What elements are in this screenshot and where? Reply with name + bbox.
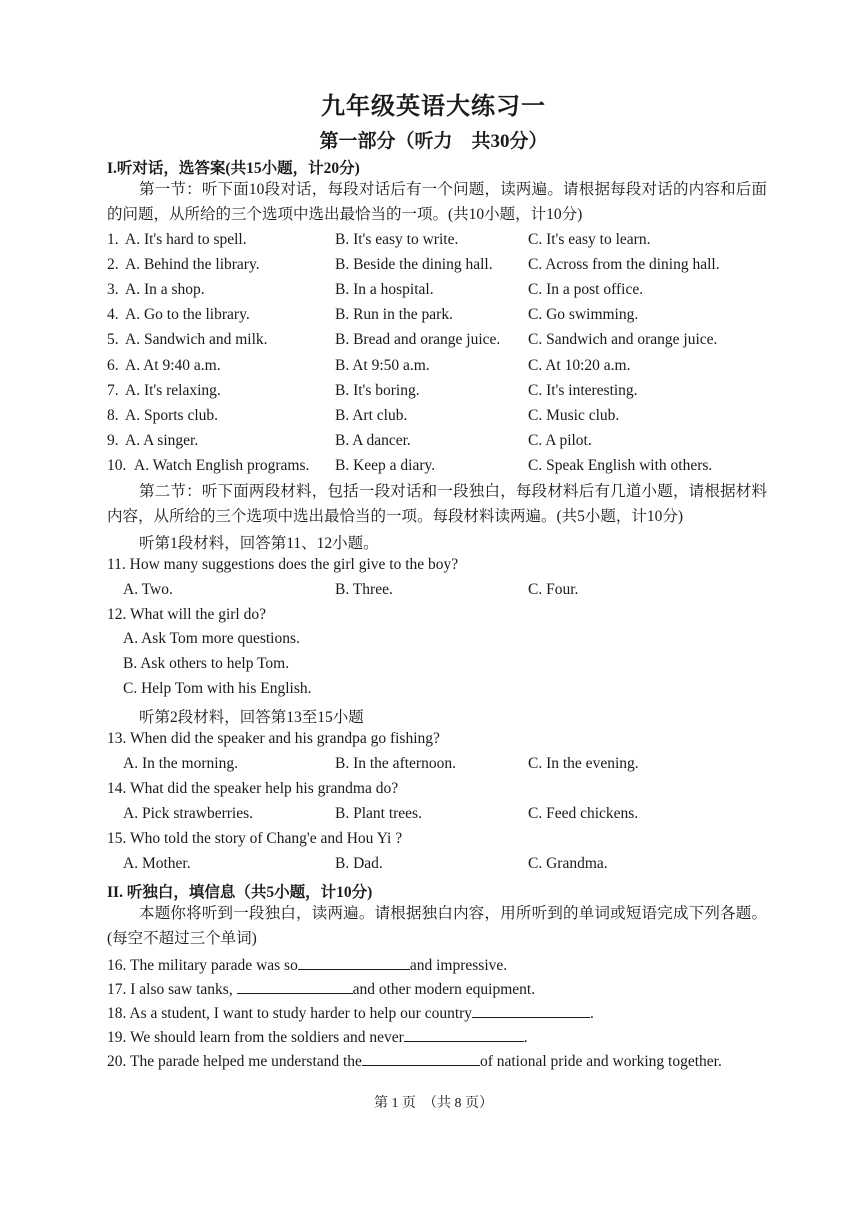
section1-intro: 第一节：听下面10段对话，每段对话后有一个问题，读两遍。请根据每段对话的内容和后面的问题，从所给的三个选项中选出最恰当的一项。(共10小题，计10分): [107, 181, 767, 223]
option-c[interactable]: C. In the evening.: [528, 755, 639, 772]
section1-sub2-intro: 第二节：听下面两段材料，包括一段对话和一段独白，每段材料后有几道小题，请根据材料内容，从所给的三个选项中选出最恰当的一项。每段材料读两遍。(共5小题，计10分): [107, 483, 767, 525]
question-5-option-b[interactable]: B. Bread and orange juice.: [335, 331, 501, 349]
option-c[interactable]: C. Grandma.: [528, 855, 608, 872]
question-12-stem: 12. What will the girl do?: [107, 606, 266, 623]
question-5-option-a[interactable]: A. Sandwich and milk.: [125, 331, 268, 349]
answer-blank[interactable]: [237, 979, 353, 994]
question-8-option-b[interactable]: B. Art club.: [335, 406, 408, 424]
fill-text-before: 20. The parade helped me understand the: [107, 1053, 362, 1070]
question-3-option-a[interactable]: A. In a shop.: [125, 281, 205, 299]
question-3-option-c[interactable]: C. In a post office.: [528, 281, 644, 299]
page-footer: 第 1 页 （共 8 页）: [374, 1096, 493, 1111]
question-row: [107, 331, 767, 353]
fill-text-before: 18. As a student, I want to study harder to help our country: [107, 1005, 473, 1022]
fill-question-19: [107, 1027, 528, 1047]
question-6-option-a[interactable]: A. At 9:40 a.m.: [125, 356, 221, 374]
answer-blank[interactable]: [404, 1027, 524, 1042]
material1-label: 听第1段材料，回答第11、12小题。: [139, 535, 379, 552]
question-3-option-b[interactable]: B. In a hospital.: [335, 281, 434, 299]
question-7-option-a[interactable]: A. It's relaxing.: [125, 381, 221, 399]
question-number: 2.: [107, 256, 119, 274]
material2-label: 听第2段材料，回答第13至15小题: [139, 709, 364, 726]
question-9-option-c[interactable]: C. A pilot.: [528, 431, 592, 449]
question-8-option-a[interactable]: A. Sports club.: [125, 406, 218, 424]
question-13-options: [107, 755, 767, 777]
option-a[interactable]: A. Two.: [123, 581, 173, 598]
question-1-option-c[interactable]: C. It's easy to learn.: [528, 231, 651, 248]
question-12-option-b[interactable]: B. Ask others to help Tom.: [123, 655, 290, 672]
option-a[interactable]: A. Mother.: [123, 855, 191, 872]
option-c[interactable]: C. Four.: [528, 581, 579, 598]
question-row: [107, 281, 767, 303]
question-number: 1.: [107, 231, 119, 248]
question-15-options: [107, 855, 767, 877]
fill-text-before: 17. I also saw tanks,: [107, 981, 233, 998]
section2-title: II. 听独白，填信息（共5小题，计10分): [107, 884, 373, 901]
question-4-option-b[interactable]: B. Run in the park.: [335, 306, 453, 324]
question-2-option-c[interactable]: C. Across from the dining hall.: [528, 256, 720, 274]
question-row: [107, 382, 767, 404]
question-number: 10.: [107, 456, 127, 474]
section1-title: I.听对话，选答案(共15小题，计20分): [107, 160, 360, 177]
part-heading: 第一部分（听力 共30分）: [319, 131, 548, 152]
question-12-option-c[interactable]: C. Help Tom with his English.: [123, 680, 312, 697]
fill-question-20: [107, 1051, 722, 1071]
question-11-options: [107, 581, 767, 603]
question-row: [107, 256, 767, 278]
question-10-option-a[interactable]: A. Watch English programs.: [134, 456, 310, 474]
section2-intro: 本题你将听到一段独白，读两遍。请根据独白内容，用所听到的单词或短语完成下列各题。(每空不超过三个单词): [107, 905, 767, 947]
question-6-option-b[interactable]: B. At 9:50 a.m.: [335, 356, 430, 374]
fill-text-after: and other modern equipment.: [352, 981, 536, 998]
question-4-option-c[interactable]: C. Go swimming.: [528, 306, 639, 324]
option-b[interactable]: B. Plant trees.: [335, 805, 422, 822]
question-2-option-b[interactable]: B. Beside the dining hall.: [335, 256, 493, 274]
fill-question-16: [107, 955, 507, 975]
question-1-option-a[interactable]: A. It's hard to spell.: [125, 231, 247, 248]
question-9-option-b[interactable]: B. A dancer.: [335, 431, 411, 449]
fill-question-18: [107, 1003, 594, 1023]
page-title: 九年级英语大练习一: [321, 94, 546, 120]
question-14-options: [107, 805, 767, 827]
answer-blank[interactable]: [298, 955, 410, 970]
question-number: 6.: [107, 356, 119, 374]
question-15-stem: 15. Who told the story of Chang'e and Hou Yi ?: [107, 830, 403, 847]
question-8-option-c[interactable]: C. Music club.: [528, 406, 620, 424]
fill-text-before: 19. We should learn from the soldiers and never: [107, 1029, 404, 1046]
question-7-option-c[interactable]: C. It's interesting.: [528, 381, 638, 399]
fill-text-after: of national pride and working together.: [479, 1053, 722, 1070]
question-14-stem: 14. What did the speaker help his grandma do?: [107, 780, 399, 797]
question-row: [107, 407, 767, 429]
fill-text-after: .: [523, 1029, 528, 1046]
option-b[interactable]: B. Dad.: [335, 855, 383, 872]
question-6-option-c[interactable]: C. At 10:20 a.m.: [528, 356, 631, 374]
option-a[interactable]: A. In the morning.: [123, 755, 238, 772]
fill-text-after: and impressive.: [409, 957, 508, 974]
question-row: [107, 357, 767, 379]
question-1-option-b[interactable]: B. It's easy to write.: [335, 231, 459, 248]
question-number: 9.: [107, 431, 119, 449]
question-number: 7.: [107, 381, 119, 399]
question-12-option-a[interactable]: A. Ask Tom more questions.: [123, 630, 300, 647]
question-4-option-a[interactable]: A. Go to the library.: [125, 306, 250, 324]
fill-question-17: [107, 979, 535, 999]
option-b[interactable]: B. Three.: [335, 581, 393, 598]
question-7-option-b[interactable]: B. It's boring.: [335, 381, 420, 399]
question-10-option-b[interactable]: B. Keep a diary.: [335, 456, 436, 474]
question-9-option-a[interactable]: A. A singer.: [125, 431, 199, 449]
question-number: 5.: [107, 331, 119, 349]
option-a[interactable]: A. Pick strawberries.: [123, 805, 253, 822]
fill-text-after: .: [590, 1005, 594, 1022]
question-number: 3.: [107, 281, 119, 299]
question-row: [107, 306, 767, 328]
question-5-option-c[interactable]: C. Sandwich and orange juice.: [528, 331, 718, 349]
question-11-stem: 11. How many suggestions does the girl give to the boy?: [107, 556, 459, 573]
question-2-option-a[interactable]: A. Behind the library.: [125, 256, 260, 274]
question-10-option-c[interactable]: C. Speak English with others.: [528, 456, 713, 474]
option-b[interactable]: B. In the afternoon.: [335, 755, 456, 772]
question-row: [107, 231, 767, 253]
question-row: [107, 457, 767, 479]
question-number: 4.: [107, 306, 119, 324]
option-c[interactable]: C. Feed chickens.: [528, 805, 639, 822]
answer-blank[interactable]: [472, 1003, 590, 1018]
answer-blank[interactable]: [362, 1051, 480, 1066]
fill-text-before: 16. The military parade was so: [107, 957, 298, 974]
question-row: [107, 432, 767, 454]
question-number: 8.: [107, 406, 119, 424]
question-13-stem: 13. When did the speaker and his grandpa go fishing?: [107, 730, 440, 747]
